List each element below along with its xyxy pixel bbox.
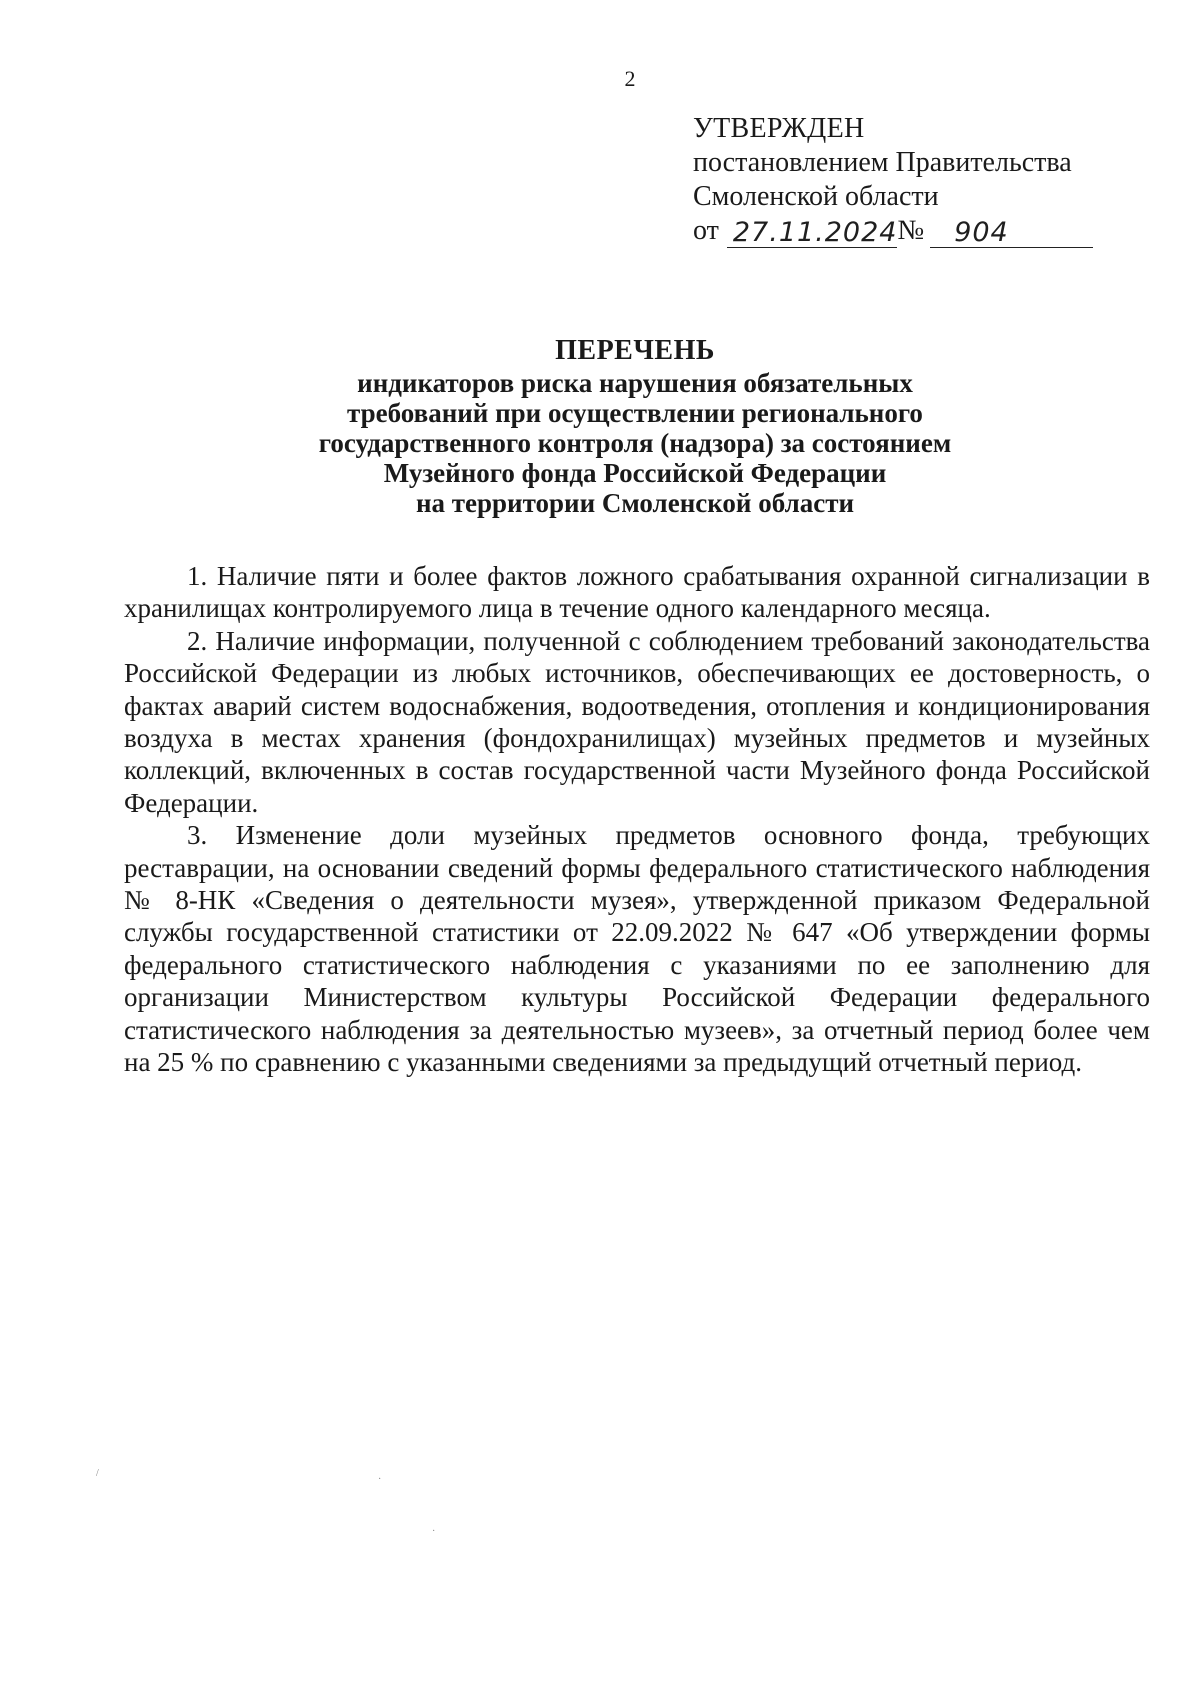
scan-speck: ·	[432, 1526, 436, 1537]
title-heading: ПЕРЕЧЕНЬ	[555, 335, 715, 366]
document-title	[0, 336, 1200, 518]
scan-speck: /	[96, 1468, 99, 1479]
date-prefix: от	[693, 215, 719, 246]
list-item-2: 2. Наличие информации, полученной с соблюдением требований законодательства Российской Федерации из любых источников, обеспечивающих ее достоверность, о фактах аварий систем водоснабжения, водоотведения, отопления и кондиционирования воздуха в местах хранения (фондохранилищах) музейных предметов и музейных коллекций, включенных в состав государственной части Музейного фонда Российской Федерации.	[124, 625, 1150, 818]
list-item-1: 1. Наличие пяти и более фактов ложного срабатывания охранной сигнализации в хранилищах контролируемого лица в течение одного календарного месяца.	[124, 561, 1150, 624]
approval-issuer-line2: Смоленской области	[693, 181, 939, 212]
approval-signature-line	[693, 214, 1093, 248]
document-body	[124, 560, 1150, 1079]
title-subline-1: индикаторов риска нарушения обязательных	[357, 368, 913, 398]
title-subline-4: Музейного фонда Российской Федерации	[383, 458, 887, 488]
handwritten-date-field: 27.11.2024	[727, 219, 898, 248]
title-subline-3: государственного контроля (надзора) за состоянием	[318, 428, 952, 458]
title-subline-5: на территории Смоленской области	[415, 488, 855, 518]
number-sign: №	[897, 215, 925, 246]
title-subline-2: требований при осуществлении регионального	[347, 398, 923, 428]
list-item-3: 3. Изменение доли музейных предметов основного фонда, требующих реставрации, на основании сведений формы федерального статистического наблюдения № 8-НК «Сведения о деятельности музея», утвержденной приказом Федеральной службы государственной статистики от 22.09.2022 № 647 «Об утверждении формы федерального статистического наблюдения с указаниями по ее заполнению для организации Министерством культуры Российской Федерации федерального статистического наблюдения за деятельностью музеев», за отчетный период более чем на 25 % по сравнению с указанными сведениями за предыдущий отчетный период.	[124, 820, 1150, 1078]
handwritten-number-field: 904	[930, 219, 1093, 248]
approval-heading: УТВЕРЖДЕН	[693, 113, 865, 144]
page-number: 2	[624, 66, 636, 91]
approval-block	[693, 112, 1093, 248]
scan-speck: ·	[378, 1474, 382, 1485]
approval-issuer-line1: постановлением Правительства	[693, 147, 1072, 178]
